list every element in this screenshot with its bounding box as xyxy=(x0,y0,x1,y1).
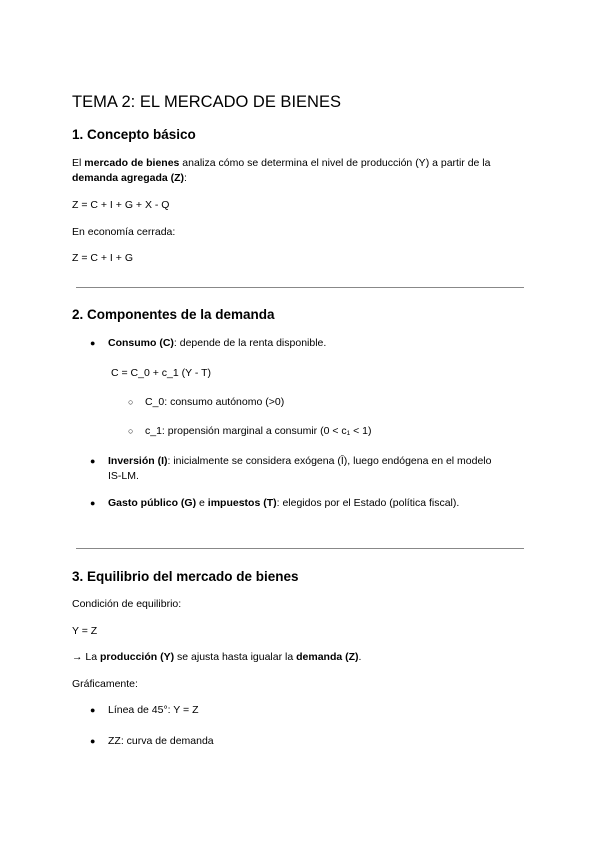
divider xyxy=(76,548,524,549)
sub-item-c1: c_1: propensión marginal a consumir (0 < c₁ < 1) xyxy=(145,425,372,437)
bullet-dot-icon: ● xyxy=(90,705,96,715)
list-item-consumo: Consumo (C): depende de la renta disponible. xyxy=(108,337,327,349)
equilibrium-condition-label: Condición de equilibrio: xyxy=(72,598,182,610)
adjustment-line: → La producción (Y) se ajusta hasta igualar la demanda (Z). xyxy=(72,651,362,663)
sub-item-c0: C_0: consumo autónomo (>0) xyxy=(145,396,285,408)
list-item-gasto: Gasto público (G) e impuestos (T): elegidos por el Estado (política fiscal). xyxy=(108,497,460,509)
section-1-intro-line-1: El mercado de bienes analiza cómo se determina el nivel de producción (Y) a partir de la xyxy=(72,157,491,169)
consumption-equation: C = C_0 + c_1 (Y - T) xyxy=(111,367,211,379)
section-1-heading: 1. Concepto básico xyxy=(72,127,196,142)
list-item-inversion-line-2: IS-LM. xyxy=(108,470,139,482)
list-item-inversion-line-1: Inversión (I): inicialmente se considera exógena (Ī), luego endógena en el modelo xyxy=(108,455,492,467)
graphically-label: Gráficamente: xyxy=(72,678,138,690)
equation-open-economy: Z = C + I + G + X - Q xyxy=(72,199,170,211)
bullet-ring-icon: ○ xyxy=(128,426,134,436)
bullet-dot-icon: ● xyxy=(90,498,96,508)
bullet-dot-icon: ● xyxy=(90,456,96,466)
bullet-dot-icon: ● xyxy=(90,338,96,348)
divider xyxy=(76,287,524,288)
equation-closed-economy: Z = C + I + G xyxy=(72,252,133,264)
list-item-45-line: Línea de 45°: Y = Z xyxy=(108,704,199,716)
equilibrium-equation: Y = Z xyxy=(72,625,98,637)
section-3-heading: 3. Equilibrio del mercado de bienes xyxy=(72,569,299,584)
document-title: TEMA 2: EL MERCADO DE BIENES xyxy=(72,93,341,111)
closed-economy-label: En economía cerrada: xyxy=(72,226,176,238)
section-1-intro-line-2: demanda agregada (Z): xyxy=(72,172,187,184)
section-2-heading: 2. Componentes de la demanda xyxy=(72,307,275,322)
bullet-dot-icon: ● xyxy=(90,736,96,746)
bullet-ring-icon: ○ xyxy=(128,397,134,407)
list-item-zz-curve: ZZ: curva de demanda xyxy=(108,735,214,747)
